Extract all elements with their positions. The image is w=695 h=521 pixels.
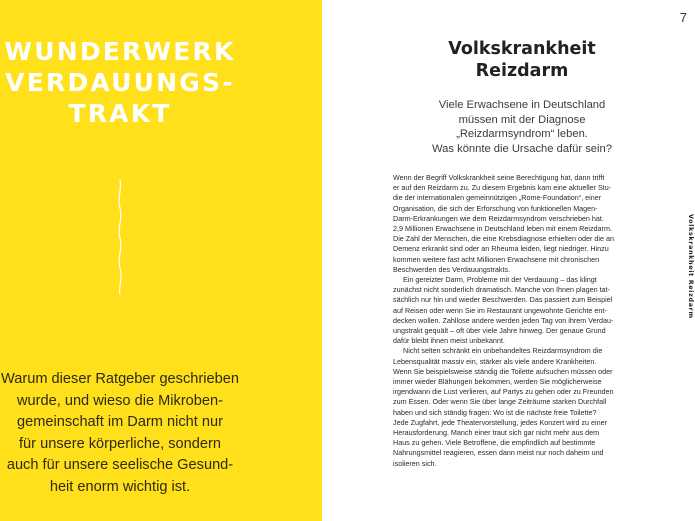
- body-line: Die Zahl der Menschen, die eine Krebsdiagnose erhielten oder die an: [393, 234, 614, 244]
- body-line: immer wieder Blähungen bekommen, werden Sie möglicherweise: [393, 377, 602, 387]
- intro-line: auch für unsere seelische Gesund-: [6, 457, 234, 474]
- body-line: Nahrungsmittel reagieren, essen dann meist nur noch daheim und: [393, 448, 604, 458]
- body-line: Wenn Sie beispielsweise ständig die Toilette aufsuchen müssen oder: [393, 366, 613, 376]
- left-page: [0, 0, 322, 521]
- body-line: Nicht selten schränkt ein unbehandeltes Reizdarmsyndrom die: [403, 346, 603, 356]
- body-line: haben und sich ständig fragen: Wo ist die nächste freie Toilette?: [393, 407, 597, 417]
- body-line: Jede Zugfahrt, jede Theatervorstellung, jedes Konzert wird zu einer: [393, 417, 608, 427]
- body-line: Demenz erkrankt sind oder an Rheuma leiden, liegt niedriger. Hinzu: [393, 244, 609, 254]
- intro-line: für unsere körperliche, sondern: [19, 435, 221, 452]
- intro-line: heit enorm wichtig ist.: [49, 478, 191, 495]
- body-line: kommen weitere fast acht Millionen Erwachsene mit chronischen: [393, 254, 600, 264]
- chapter-intro: [0, 369, 240, 499]
- body-line: Beschwerden des Verdauungstrakts.: [393, 264, 511, 274]
- body-line: Wenn der Begriff Volkskrankheit seine Berechtigung hat, dann trifft: [393, 173, 605, 182]
- body-line: auf Reisen oder wenn Sie im Restaurant ungewohnte Gerichte ent-: [393, 305, 607, 315]
- body-line: Lebensqualität massiv ein, stärker als viele andere Krankheiten.: [393, 356, 597, 366]
- body-line: die der internationalen gemeinnützigen „Rome-Foundation“, einer: [393, 193, 602, 203]
- body-line: er auf den Reizdarm zu. Zu diesem Ergebnis kam eine aktueller Stu-: [393, 183, 612, 193]
- article-lead: [422, 98, 622, 156]
- body-line: Darm-Erkrankungen wie dem Reizdarmsyndrom verschrieben hat.: [393, 213, 604, 223]
- body-line: Haus zu gehen. Viele Betroffene, die empfindlich auf bestimmte: [393, 438, 596, 448]
- body-line: irgendwann die Lust verlieren, auf Partys zu gehen oder zu Freunden: [393, 387, 614, 397]
- body-line: ungstrakt gequält – oft über viele Jahre hinweg. Der genaue Grund: [393, 326, 606, 336]
- running-head: Volkskrankheit Reizdarm: [687, 214, 694, 319]
- chapter-title: [0, 36, 240, 129]
- lead-line: „Reizdarmsyndrom“ leben.: [456, 128, 588, 140]
- lead-line: müssen mit der Diagnose: [458, 113, 586, 126]
- intro-line: gemeinschaft im Darm nicht nur: [16, 414, 223, 431]
- body-line: zum Essen. Oder wenn Sie über lange Zeiträume starken Durchfall: [393, 397, 607, 407]
- intro-line: wurde, und wieso die Mikroben-: [16, 392, 224, 409]
- body-line: isolieren sich.: [393, 458, 437, 468]
- page-number: 7: [679, 10, 687, 25]
- lead-line: Viele Erwachsene in Deutschland: [438, 99, 606, 111]
- body-line: zunächst nicht sonderlich dramatisch. Manche von Ihnen plagen tat-: [393, 285, 610, 295]
- body-line: Ein gereizter Darm, Probleme mit der Verdauung – das klingt: [403, 275, 597, 285]
- chapter-title-line: TRAKT: [68, 99, 172, 128]
- body-line: 2,9 Millionen Erwachsene in Deutschland leben mit einem Reizdarm.: [393, 224, 612, 234]
- article-title-line: Volkskrankheit: [448, 39, 596, 59]
- lead-line: Was könnte die Ursache dafür sein?: [432, 142, 612, 155]
- article-title-line: Reizdarm: [475, 61, 569, 81]
- body-line: Herausforderung. Manch einer traut sich gar nicht mehr aus dem: [393, 428, 600, 438]
- squiggle-decoration: [110, 178, 130, 296]
- body-line: sächlich nur hin und wieder Beschwerden. Das passiert zum Beispiel: [393, 295, 613, 305]
- right-page: [322, 0, 695, 521]
- article-title: [422, 38, 622, 82]
- body-line: dafür bleibt ihnen meist unbekannt.: [393, 336, 505, 346]
- body-line: decken wollen. Zahllose andere werden jeden Tag von ihrem Verdau-: [393, 315, 614, 325]
- intro-line: Warum dieser Ratgeber geschrieben: [1, 371, 239, 387]
- article-body: [393, 173, 655, 469]
- chapter-title-line: VERDAUUNGS-: [5, 68, 235, 97]
- chapter-title-line: WUNDERWERK: [4, 37, 236, 66]
- squiggle-line: [119, 180, 121, 294]
- body-line: Organisation, die sich der Erforschung von funktionellen Magen-: [393, 203, 598, 213]
